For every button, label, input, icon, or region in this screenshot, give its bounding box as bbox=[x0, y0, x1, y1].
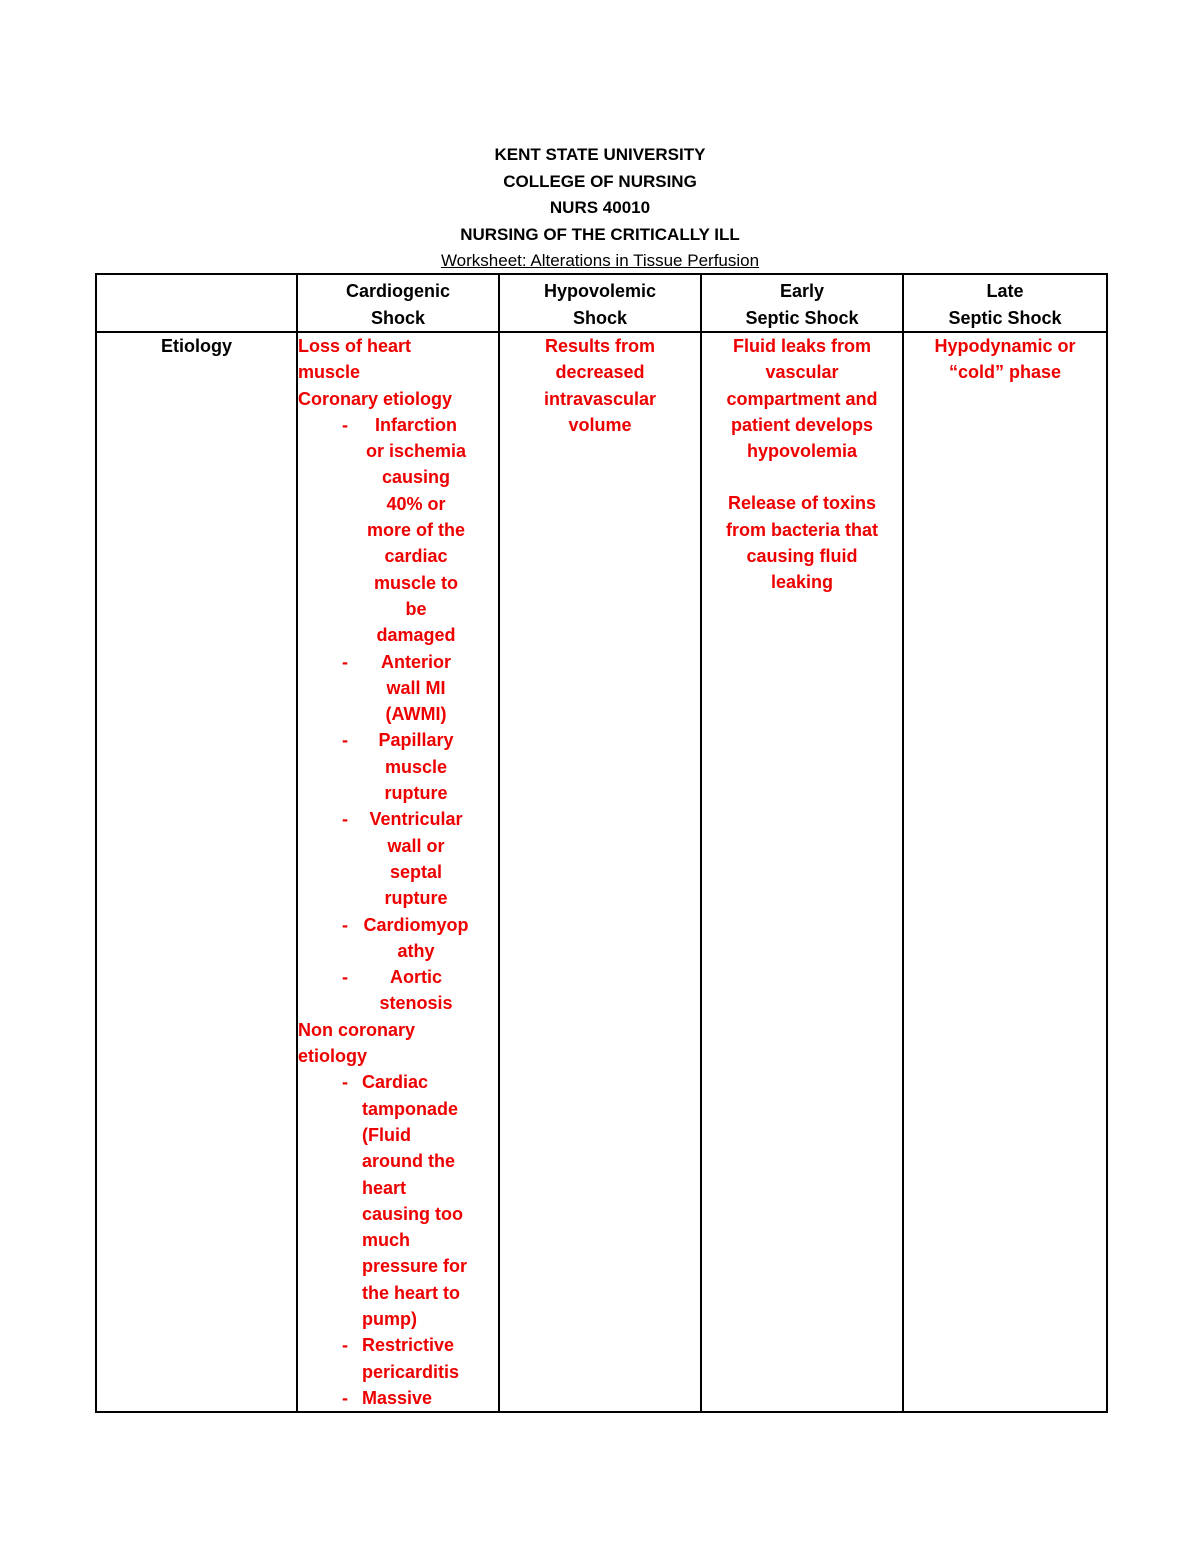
text-line: pump) bbox=[362, 1308, 417, 1329]
text-line: leaking bbox=[770, 572, 834, 593]
text-line: causing too bbox=[362, 1203, 464, 1224]
text-line: more of the bbox=[366, 520, 465, 541]
course-title: NURSING OF THE CRITICALLY ILL bbox=[460, 224, 740, 244]
list-item bbox=[298, 1385, 498, 1411]
text-line: rupture bbox=[384, 888, 448, 909]
text-line: from bacteria that bbox=[725, 519, 879, 540]
text-line: septal bbox=[389, 861, 443, 882]
list-item-text bbox=[362, 1069, 470, 1332]
column-header-early-septic: Early Septic Shock bbox=[701, 274, 903, 332]
dash-bullet: - bbox=[342, 1335, 348, 1356]
text-line: Infarction bbox=[374, 414, 457, 435]
text-line: tamponade bbox=[362, 1098, 459, 1119]
list-item-text bbox=[362, 1332, 470, 1385]
row-label-etiology: Etiology bbox=[96, 332, 297, 1412]
text-line: Massive bbox=[362, 1387, 433, 1408]
list-item bbox=[298, 412, 498, 649]
list-item-text bbox=[362, 806, 470, 911]
text-line: Release of toxins bbox=[727, 493, 877, 514]
column-header-late-septic: Late Septic Shock bbox=[903, 274, 1107, 332]
dash-bullet: - bbox=[342, 651, 348, 672]
text-line: vascular bbox=[765, 362, 839, 383]
text-line: rupture bbox=[384, 783, 448, 804]
course-code: NURS 40010 bbox=[549, 198, 651, 217]
list-item bbox=[298, 1332, 498, 1385]
dash-bullet: - bbox=[342, 1387, 348, 1408]
text-line: much bbox=[362, 1230, 411, 1251]
non-coronary-etiology-list bbox=[298, 1069, 498, 1411]
text-line: heart bbox=[362, 1177, 407, 1198]
text-line: be bbox=[405, 598, 427, 619]
text-line: wall or bbox=[387, 835, 445, 856]
dash-bullet: - bbox=[342, 809, 348, 830]
early-septic-paragraph-2 bbox=[702, 490, 902, 595]
university-name: KENT STATE UNIVERSITY bbox=[494, 145, 706, 164]
text-line: patient develops bbox=[730, 414, 874, 435]
list-item-text bbox=[362, 912, 470, 965]
text-line: athy bbox=[397, 940, 435, 961]
list-item-text bbox=[362, 964, 470, 1017]
list-item-text bbox=[362, 412, 470, 649]
dash-bullet: - bbox=[342, 730, 348, 751]
list-item-text bbox=[362, 727, 470, 806]
coronary-etiology-list bbox=[298, 412, 498, 1017]
text-line: (Fluid bbox=[362, 1124, 411, 1145]
list-item bbox=[298, 727, 498, 806]
paragraph-spacer bbox=[702, 464, 902, 490]
early-septic-etiology-cell bbox=[701, 332, 903, 1412]
text-line: Anterior bbox=[380, 651, 451, 672]
text-line: pericarditis bbox=[362, 1361, 460, 1382]
text-line: cardiac bbox=[384, 546, 448, 567]
text-line: or ischemia bbox=[365, 441, 467, 462]
worksheet-title: Worksheet: Alterations in Tissue Perfusion bbox=[440, 251, 760, 270]
list-item bbox=[298, 649, 498, 728]
late-septic-etiology-cell bbox=[903, 332, 1107, 1412]
document-header bbox=[0, 142, 1200, 275]
text-line: Restrictive bbox=[362, 1335, 455, 1356]
text-line: the heart to bbox=[362, 1282, 461, 1303]
text-line: muscle bbox=[384, 756, 448, 777]
column-header-hypovolemic: Hypovolemic Shock bbox=[499, 274, 701, 332]
text-line: Papillary bbox=[378, 730, 454, 751]
text-line: around the bbox=[362, 1151, 455, 1172]
text-line: hypovolemia bbox=[746, 441, 858, 462]
hypovolemic-etiology-cell bbox=[499, 332, 701, 1412]
dash-bullet: - bbox=[342, 914, 348, 935]
list-item bbox=[298, 964, 498, 1017]
etiology-row bbox=[96, 332, 1107, 1412]
coronary-etiology-heading: Coronary etiology bbox=[298, 388, 453, 409]
dash-bullet: - bbox=[342, 414, 348, 435]
list-item bbox=[298, 1069, 498, 1332]
non-coronary-heading: Non coronary etiology bbox=[298, 1019, 416, 1067]
text-line: pressure for bbox=[362, 1256, 468, 1277]
list-item bbox=[298, 806, 498, 911]
column-header-cardiogenic: Cardiogenic Shock bbox=[297, 274, 499, 332]
text-line: volume bbox=[568, 414, 632, 435]
text-line: 40% or bbox=[386, 493, 446, 514]
dash-bullet: - bbox=[342, 1072, 348, 1093]
list-item-text bbox=[362, 1385, 470, 1411]
list-item-text bbox=[362, 649, 470, 728]
text-line: causing bbox=[381, 467, 451, 488]
text-line: (AWMI) bbox=[385, 704, 447, 725]
perfusion-worksheet-table bbox=[95, 273, 1108, 1413]
text-line: wall MI bbox=[386, 677, 446, 698]
text-line: Hypodynamic or bbox=[934, 336, 1076, 356]
table-header-row bbox=[96, 274, 1107, 332]
text-line: Aortic bbox=[389, 967, 442, 988]
header-blank-cell bbox=[96, 274, 297, 332]
college-name: COLLEGE OF NURSING bbox=[503, 171, 697, 191]
text-line: muscle to bbox=[373, 572, 459, 593]
text-line: compartment and bbox=[726, 388, 878, 409]
text-line: Ventricular bbox=[369, 809, 463, 830]
text-line: Cardiac bbox=[362, 1072, 429, 1093]
cardiogenic-etiology-cell: Loss of heart muscle Coronary etiology - Infarction or ischemia causing 40% or more of the cardiac muscle to be damaged - Anterior wall MI (AWMI) - Papillary muscle rupture - Ventricular wall or septal rupture - Cardiomyop athy - Aortic stenosis Non coronary etiology - Cardiac tamponade (Fluid around the heart causing too much pressure for the heart to pump) - Restrictive pericarditis - Massive bbox=[297, 332, 499, 1412]
text-line: Results from bbox=[544, 336, 656, 356]
text-line: decreased bbox=[555, 362, 645, 383]
text-line: damaged bbox=[376, 625, 456, 646]
text-line: intravascular bbox=[543, 388, 657, 409]
dash-bullet: - bbox=[342, 967, 348, 988]
text-line: Fluid leaks from bbox=[732, 336, 872, 356]
text-line: “cold” phase bbox=[948, 362, 1062, 383]
text-line: causing fluid bbox=[746, 546, 858, 567]
list-item bbox=[298, 912, 498, 965]
text-line: Cardiomyop bbox=[363, 914, 469, 935]
text-line: stenosis bbox=[379, 993, 453, 1014]
early-septic-paragraph-1 bbox=[702, 333, 902, 464]
